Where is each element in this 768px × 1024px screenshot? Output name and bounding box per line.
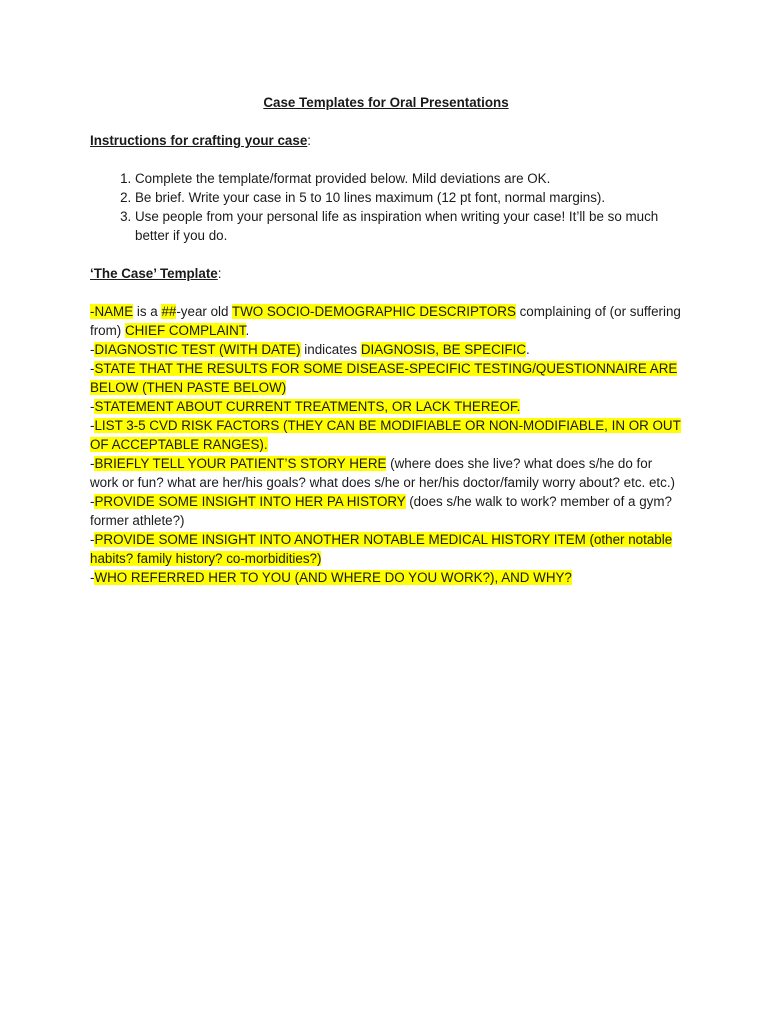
- template-text: .: [526, 342, 530, 357]
- instruction-item: 2. Be brief. Write your case in 5 to 10 lines maximum (12 pt font, normal margins).: [135, 188, 682, 207]
- document-body: [90, 93, 682, 587]
- template-heading-colon: :: [217, 266, 222, 281]
- highlighted-placeholder: CHIEF COMPLAINT: [124, 323, 246, 338]
- highlighted-placeholder: STATEMENT ABOUT CURRENT TREATMENTS, OR LACK THEREOF.: [94, 399, 521, 414]
- template-text: -year old: [176, 304, 232, 319]
- template-text: -: [90, 361, 95, 376]
- highlighted-placeholder: TWO SOCIO-DEMOGRAPHIC DESCRIPTORS: [231, 304, 516, 319]
- document-title: Case Templates for Oral Presentations: [263, 95, 509, 110]
- highlighted-placeholder: BRIEFLY TELL YOUR PATIENT’S STORY HERE: [94, 456, 387, 471]
- template-line: [90, 302, 682, 340]
- template-line: [90, 454, 682, 492]
- template-line: [90, 530, 682, 568]
- template-text: -: [90, 494, 95, 509]
- template-heading: [90, 264, 682, 283]
- highlighted-placeholder: ##: [161, 304, 177, 319]
- instructions-list: [90, 169, 682, 245]
- template-text: -: [90, 570, 95, 585]
- template-line: [90, 416, 682, 454]
- highlighted-placeholder: -NAME: [90, 304, 134, 319]
- template-line: [90, 397, 682, 416]
- template-text: -: [90, 399, 95, 414]
- template-text: -: [90, 342, 95, 357]
- template-text: indicates: [300, 342, 361, 357]
- instructions-heading-text: Instructions for crafting your case: [90, 133, 308, 148]
- highlighted-placeholder: DIAGNOSTIC TEST (WITH DATE): [94, 342, 301, 357]
- template-text: is a: [133, 304, 162, 319]
- template-text: (where does she live? what does s/he do for work or fun? what are her/his goals? what does s/he or her/his doctor/family worry about? etc. etc.): [90, 456, 676, 490]
- instructions-heading-colon: :: [307, 133, 312, 148]
- instructions-heading: [90, 131, 682, 150]
- highlighted-placeholder: STATE THAT THE RESULTS FOR SOME DISEASE-SPECIFIC TESTING/QUESTIONNAIRE ARE BELOW (THEN PASTE BELOW): [90, 361, 678, 395]
- highlighted-placeholder: DIAGNOSIS, BE SPECIFIC: [360, 342, 527, 357]
- highlighted-placeholder: WHO REFERRED HER TO YOU (AND WHERE DO YOU WORK?), AND WHY?: [94, 570, 572, 585]
- template-line: [90, 340, 682, 359]
- template-heading-text: ‘The Case’ Template: [90, 266, 218, 281]
- template-line: [90, 492, 682, 530]
- template-text: -: [90, 418, 95, 433]
- template-text: (does s/he walk to work? member of a gym? former athlete?): [90, 494, 672, 528]
- template-text: complaining of (or suffering from): [90, 304, 681, 338]
- highlighted-placeholder: PROVIDE SOME INSIGHT INTO HER PA HISTORY: [94, 494, 406, 509]
- highlighted-placeholder: PROVIDE SOME INSIGHT INTO ANOTHER NOTABLE MEDICAL HISTORY ITEM (other notable habits? family history? co-morbidities?): [90, 532, 673, 566]
- template-line: [90, 568, 682, 587]
- instruction-item: 3. Use people from your personal life as inspiration when writing your case! It’ll be so much better if you do.: [135, 207, 682, 245]
- case-template-block: [90, 302, 682, 587]
- instruction-item: 1. Complete the template/format provided below. Mild deviations are OK.: [135, 169, 682, 188]
- template-text: .: [245, 323, 250, 338]
- template-text: -: [90, 532, 95, 547]
- highlighted-placeholder: LIST 3-5 CVD RISK FACTORS (THEY CAN BE MODIFIABLE OR NON-MODIFIABLE, IN OR OUT OF ACCEPTABLE RANGES).: [90, 418, 681, 452]
- template-text: -: [90, 456, 95, 471]
- template-line: [90, 359, 682, 397]
